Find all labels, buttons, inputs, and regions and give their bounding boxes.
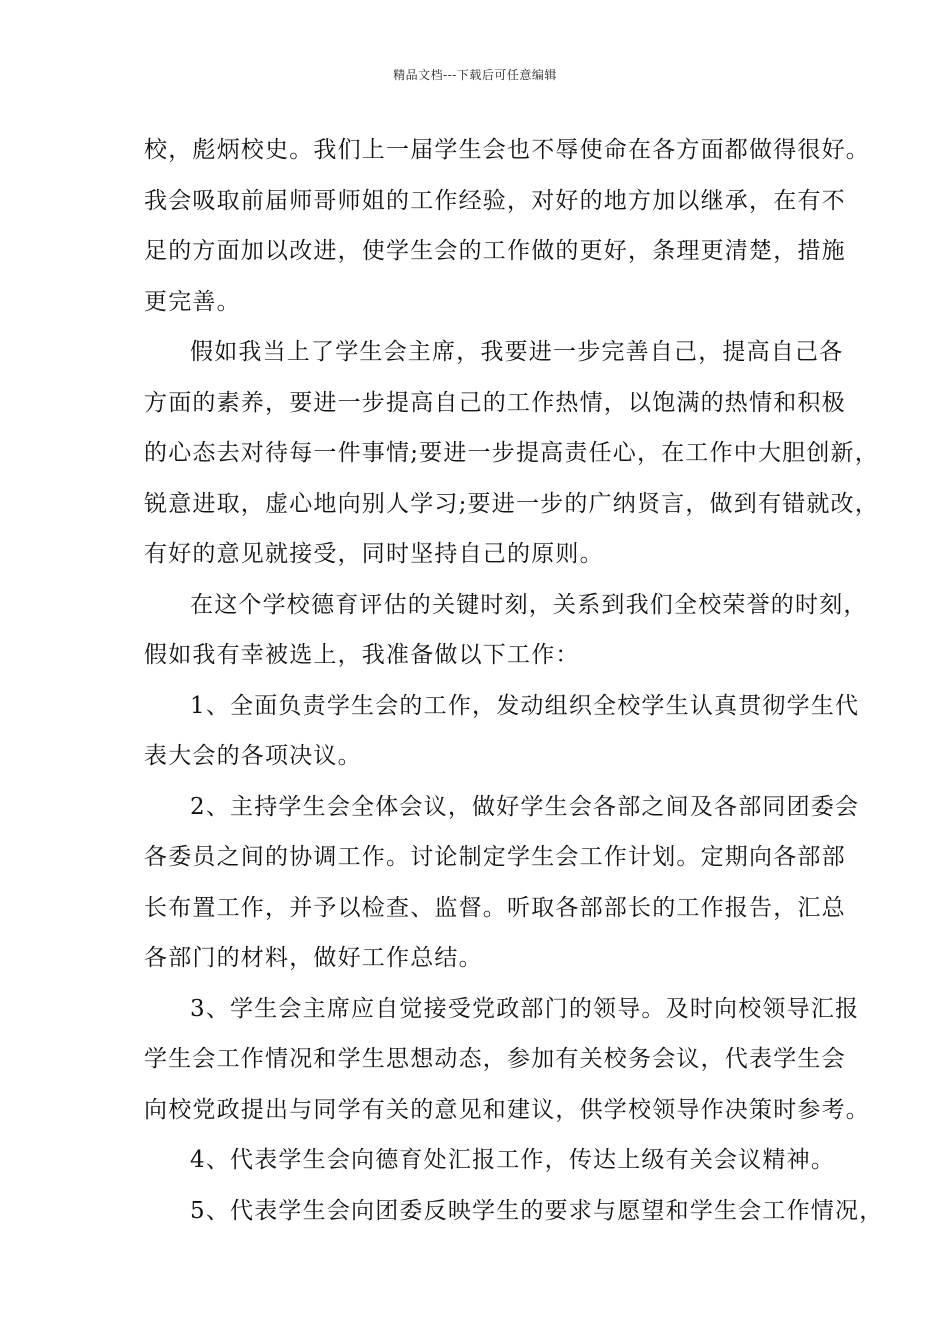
text-line: 长布置工作，并予以检查、监督。听取各部部长的工作报告，汇总 <box>144 894 846 921</box>
text-line: 4、代表学生会向德育处汇报工作，传达上级有关会议精神。 <box>190 1147 836 1173</box>
text-line: 3、学生会主席应自觉接受党政部门的领导。及时向校领导汇报 <box>190 995 860 1022</box>
text-line: 5、代表学生会向团委反映学生的要求与愿望和学生会工作情况， <box>190 1197 884 1224</box>
text-line: 学生会工作情况和学生思想动态，参加有关校务会议，代表学生会 <box>144 1046 846 1072</box>
text-line: 假如我当上了学生会主席，我要进一步完善自己，提高自己各 <box>190 339 844 365</box>
text-line: 锐意进取，虚心地向别人学习;要进一步的广纳贤言，做到有错就改， <box>144 490 879 517</box>
text-line: 1、全面负责学生会的工作，发动组织全校学生认真贯彻学生代 <box>190 692 860 719</box>
text-line: 各部门的材料，做好工作总结。 <box>144 945 483 971</box>
text-line: 2、主持学生会全体会议，做好学生会各部之间及各部同团委会 <box>190 793 860 820</box>
text-line: 有好的意见就接受，同时坚持自己的原则。 <box>144 541 604 567</box>
page-header: 精品文档---下载后可任意编辑 <box>393 68 557 82</box>
document-body <box>144 125 884 1236</box>
text-line: 更完善。 <box>144 288 241 315</box>
text-line: 我会吸取前届师哥师姐的工作经验，对好的地方加以继承，在有不 <box>144 187 846 214</box>
text-line: 的心态去对待每一件事情;要进一步提高责任心，在工作中大胆创新， <box>144 440 879 466</box>
text-line: 足的方面加以改进，使学生会的工作做的更好，条理更清楚，措施 <box>144 238 846 264</box>
text-line: 在这个学校德育评估的关键时刻，关系到我们全校荣誉的时刻， <box>190 591 868 618</box>
text-line: 表大会的各项决议。 <box>144 743 362 769</box>
text-line: 校，彪炳校史。我们上一届学生会也不辱使命在各方面都做得很好。 <box>144 137 870 163</box>
text-line: 各委员之间的协调工作。讨论制定学生会工作计划。定期向各部部 <box>144 844 846 870</box>
text-line: 假如我有幸被选上，我准备做以下工作： <box>144 642 580 668</box>
text-line: 方面的素养，要进一步提高自己的工作热情，以饱满的热情和积极 <box>144 389 846 416</box>
text-line: 向校党政提出与同学有关的意见和建议，供学校领导作决策时参考。 <box>144 1096 870 1123</box>
